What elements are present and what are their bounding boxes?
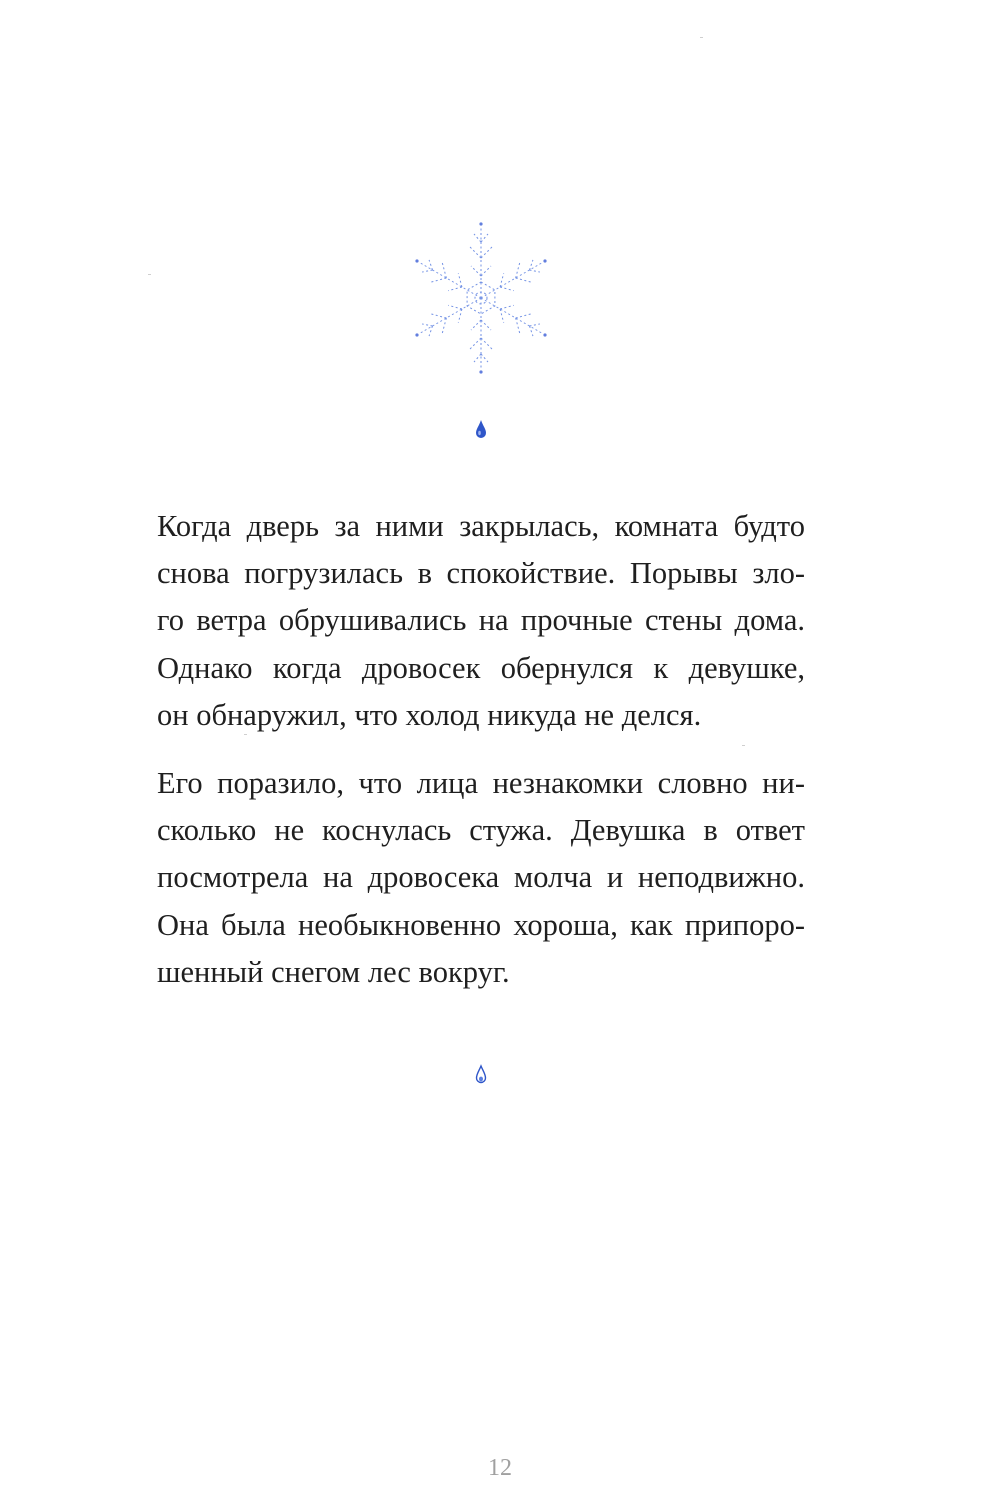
text-line: он обнаружил, что холод никуда не делся. [157, 697, 702, 732]
text-line: снова погрузилась в спокойствие. Порывы зло- [157, 556, 805, 591]
text-line: го ветра обрушивались на прочные стены дома. [157, 603, 805, 638]
paper-speck [700, 37, 703, 38]
water-drop-icon [474, 1063, 488, 1085]
text-line: Однако когда дровосек обернулся к девушке, [157, 650, 805, 685]
text-line: посмотрела на дровосека молча и неподвижно. [157, 860, 805, 895]
paragraph-2 [157, 760, 805, 996]
paper-speck [742, 745, 745, 746]
text-line: сколько не коснулась стужа. Девушка в ответ [157, 813, 805, 848]
water-drop-icon [474, 418, 488, 440]
text-line: Его поразило, что лица незнакомки словно ни- [157, 766, 805, 800]
snowflake-icon [413, 218, 549, 378]
paragraph-1 [157, 503, 805, 739]
text-line: шенный снегом лес вокруг. [157, 954, 510, 989]
paper-speck [148, 274, 151, 275]
paper-speck [244, 734, 247, 735]
text-line: Когда дверь за ними закрылась, комната будто [157, 509, 805, 543]
text-line: Она была необыкновенно хороша, как припоро- [157, 907, 805, 942]
page-number: 12 [488, 1455, 512, 1481]
